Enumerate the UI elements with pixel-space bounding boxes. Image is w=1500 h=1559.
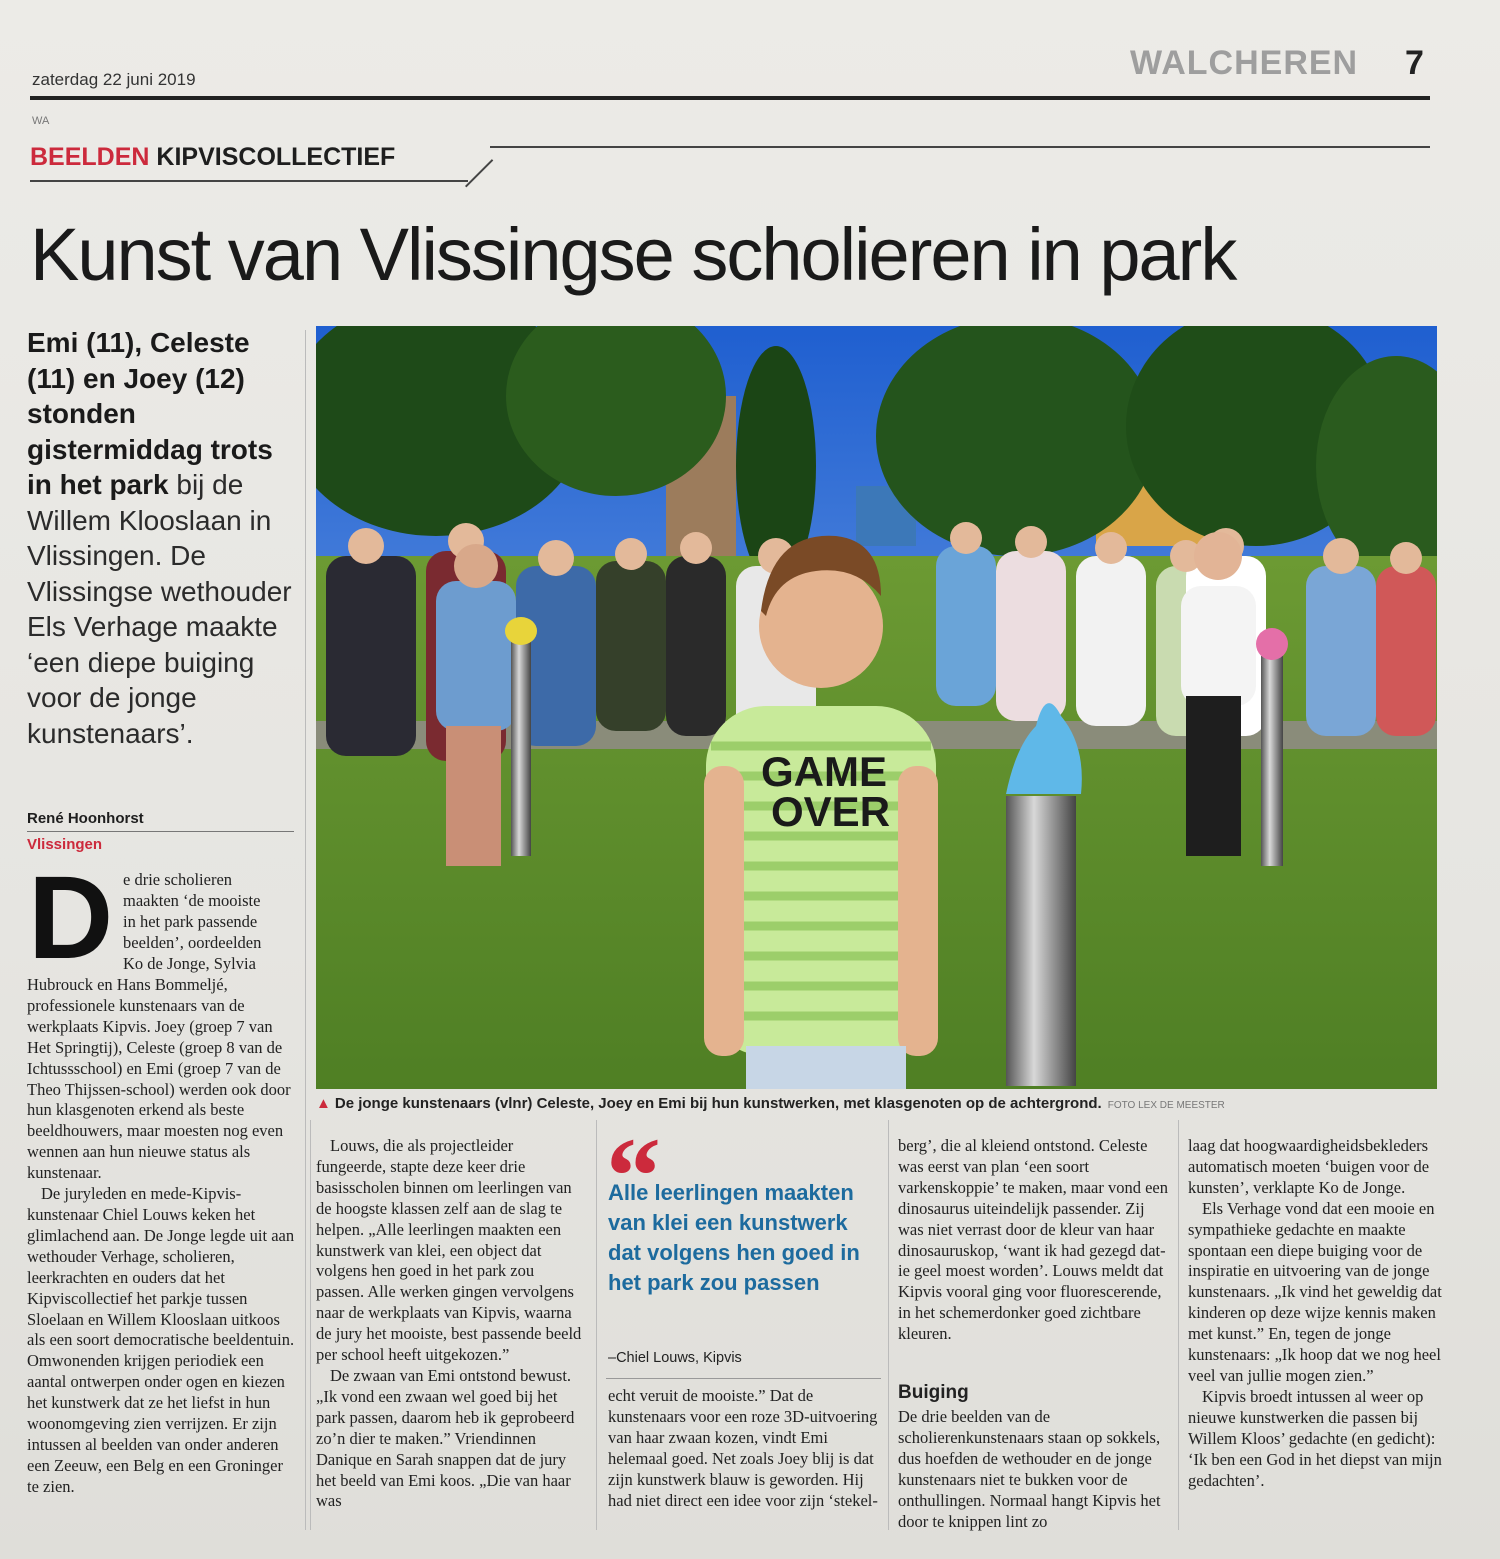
body-line: e drie scholieren	[123, 870, 233, 889]
article-kicker	[30, 143, 395, 172]
body-paragraph: De juryleden en mede-Kipvis-kunstenaar Chiel Louws keken het glimlachend aan. De Jonge legde uit aan wethouder Verhage, scholieren, leerkrachten en ouders dat het Kipviscollectief het parkje tussen Sloelaan en Willem Klooslaan uitkoos als een soort democratische beeldentuin. Omwonenden krijgen periodiek een aantal ontwerpen onder ogen en kiezen het kunstwerk dat ze het liefst in hun woonomgeving zien verrijzen. Er zijn intussen al beelden van onder anderen een Zeeuw, een Belg en een Groninger te zien.	[27, 1184, 295, 1496]
body-line: beelden’, oordeelden	[123, 932, 262, 952]
body-column-4	[898, 1136, 1170, 1345]
page-number: 7	[1405, 44, 1424, 82]
body-paragraph: Louws, die als projectleider fungeerde, stapte deze keer drie basisscholen binnen om leerlingen van de hoogste klassen zelf aan de slag te helpen. „Alle leerlingen maakten een kunstwerk van klei, een object dat volgens hen goed in het park zou passen. Alle werken gingen vervolgens naar de werkplaats van Kipvis, waarna de jury het mooiste, best passende beeld per school heeft uitgekozen.”	[316, 1136, 582, 1365]
quote-mark-icon: “	[606, 1115, 661, 1237]
edition-code: WA	[32, 115, 50, 127]
byline-author: René Hoonhorst	[27, 810, 144, 827]
pull-quote: Alle leerlingen maakten van klei een kunstwerk dat volgens hen goed in het park zou passen	[608, 1180, 860, 1295]
photo-credit: FOTO LEX DE MEESTER	[1107, 1100, 1225, 1111]
photo-caption	[316, 1095, 1225, 1112]
byline-rule	[27, 831, 294, 832]
column-divider	[310, 1120, 311, 1530]
kicker-underline	[30, 180, 468, 182]
column-divider	[305, 330, 306, 1530]
quote-author: –Chiel Louws, Kipvis	[608, 1350, 742, 1366]
photo-illustration	[316, 326, 1437, 1089]
kicker-topic: KIPVISCOLLECTIEF	[156, 143, 396, 171]
section-name: WALCHEREN	[1130, 44, 1359, 82]
shirt-text-game: GAME	[761, 748, 887, 795]
body-column-1-wrapped	[123, 870, 298, 975]
kicker-divider	[465, 159, 493, 187]
body-line: maakten ‘de mooiste	[123, 890, 261, 910]
body-column-5	[1188, 1136, 1450, 1491]
intro-lead-regular: bij de Willem Klooslaan in Vlissingen. De Vlissingse wethouder Els Verhage maakte ‘een diepe buiging voor de jonge kunstenaars’.	[27, 469, 292, 749]
body-column-4-continued	[898, 1407, 1170, 1532]
caption-triangle-icon: ▲	[316, 1095, 331, 1112]
header-rule	[30, 96, 1430, 100]
section-subhead: Buiging	[898, 1382, 969, 1403]
body-line: in het park passende	[123, 911, 258, 931]
body-paragraph: Kipvis broedt intussen al weer op nieuwe kunstwerken die passen bij Willem Kloos’ gedachte (en gedicht): ‘Ik ben een God in het diepst van mijn gedachten’.	[1188, 1386, 1442, 1490]
body-column-2	[316, 1136, 584, 1512]
body-paragraph: echt veruit de mooiste.” Dat de kunstenaars voor een roze 3D-uitvoering van haar zwaan kozen, vindt Emi helemaal goed. Net zoals Joey blij is dat zijn kunstwerk blauw is geworden. Hij had niet direct een idee voor zijn ‘stekel-	[608, 1386, 878, 1510]
intro-lead-bold: Emi (11), Celeste (11) en Joey (12) stonden gistermiddag trots in het park	[27, 327, 273, 500]
column-divider	[596, 1120, 597, 1530]
column-divider	[1178, 1120, 1179, 1530]
body-paragraph: Hubrouck en Hans Bommeljé, professionele kunstenaars van de werkplaats Kipvis. Joey (groep 7 van Het Springtij), Celeste (groep 8 van de Ichtussschool) en Emi (groep 7 van de Theo Thijssen-school) werden ook door hun klasgenoten erkend als beste beeldhouwers, maar moesten nog even wennen aan hun nieuwe status als kunstenaar.	[27, 975, 291, 1183]
intro-lead	[27, 325, 302, 751]
byline-place: Vlissingen	[27, 836, 103, 853]
body-paragraph: De zwaan van Emi ontstond bewust. „Ik vond een zwaan wel goed bij het park passen, daarom heb ik geprobeerd zo’n dier te maken.” Vriendinnen Danique en Sarah snappen dat de jury het beeld van Emi koos. „Die van haar was	[316, 1365, 575, 1511]
quote-rule	[606, 1378, 881, 1379]
column-divider	[888, 1120, 889, 1530]
kicker-category: BEELDEN	[30, 143, 150, 171]
kicker-overline	[490, 146, 1430, 148]
body-line: Ko de Jonge, Sylvia	[123, 953, 256, 973]
body-paragraph: Els Verhage vond dat een mooie en sympathieke gedachte en maakte spontaan een diepe buiging voor de inspiratie en uitvoering van de jonge kunstenaars. „Ik vind het geweldig dat kinderen op deze wijze kennis maken met kunst.” En, tegen de jonge kunstenaars: „Ik hoop dat we nog heel veel van jullie mogen zien.”	[1188, 1198, 1442, 1385]
body-paragraph: De drie beelden van de scholierenkunstenaars staan op sokkels, dus hoefden de wethouder en de jonge kunstenaars niet te bukken voor de onthullingen. Normaal hangt Kipvis het door te knippen lint zo	[898, 1407, 1161, 1531]
caption-text: De jonge kunstenaars (vlnr) Celeste, Joey en Emi bij hun kunstwerken, met klasgenoten op de achtergrond.	[334, 1095, 1102, 1112]
body-paragraph: laag dat hoogwaardigheidsbekleders automatisch moeten ‘buigen voor de kunsten’, verklapte Ko de Jonge.	[1188, 1136, 1430, 1197]
headline: Kunst van Vlissingse scholieren in park	[30, 213, 1236, 296]
drop-cap: D	[28, 852, 114, 984]
article-photo	[316, 326, 1437, 1089]
issue-date: zaterdag 22 juni 2019	[32, 70, 196, 89]
shirt-text-over: OVER	[771, 788, 891, 835]
body-column-3	[608, 1386, 880, 1511]
body-paragraph: berg’, die al kleiend ontstond. Celeste was eerst van plan ‘een soort varkenskoppie’ te maken, maar vond een dinosaurus uiteindelijk passender. Zij was niet verrast door de kleur van haar dinosauruskop, ‘want ik had gezegd dat-ie geel moest worden’. Louws meldt dat Kipvis vooral ging voor fluorescerende, in het schemerdonker goed zichtbare kleuren.	[898, 1136, 1169, 1344]
body-column-1	[27, 975, 297, 1498]
